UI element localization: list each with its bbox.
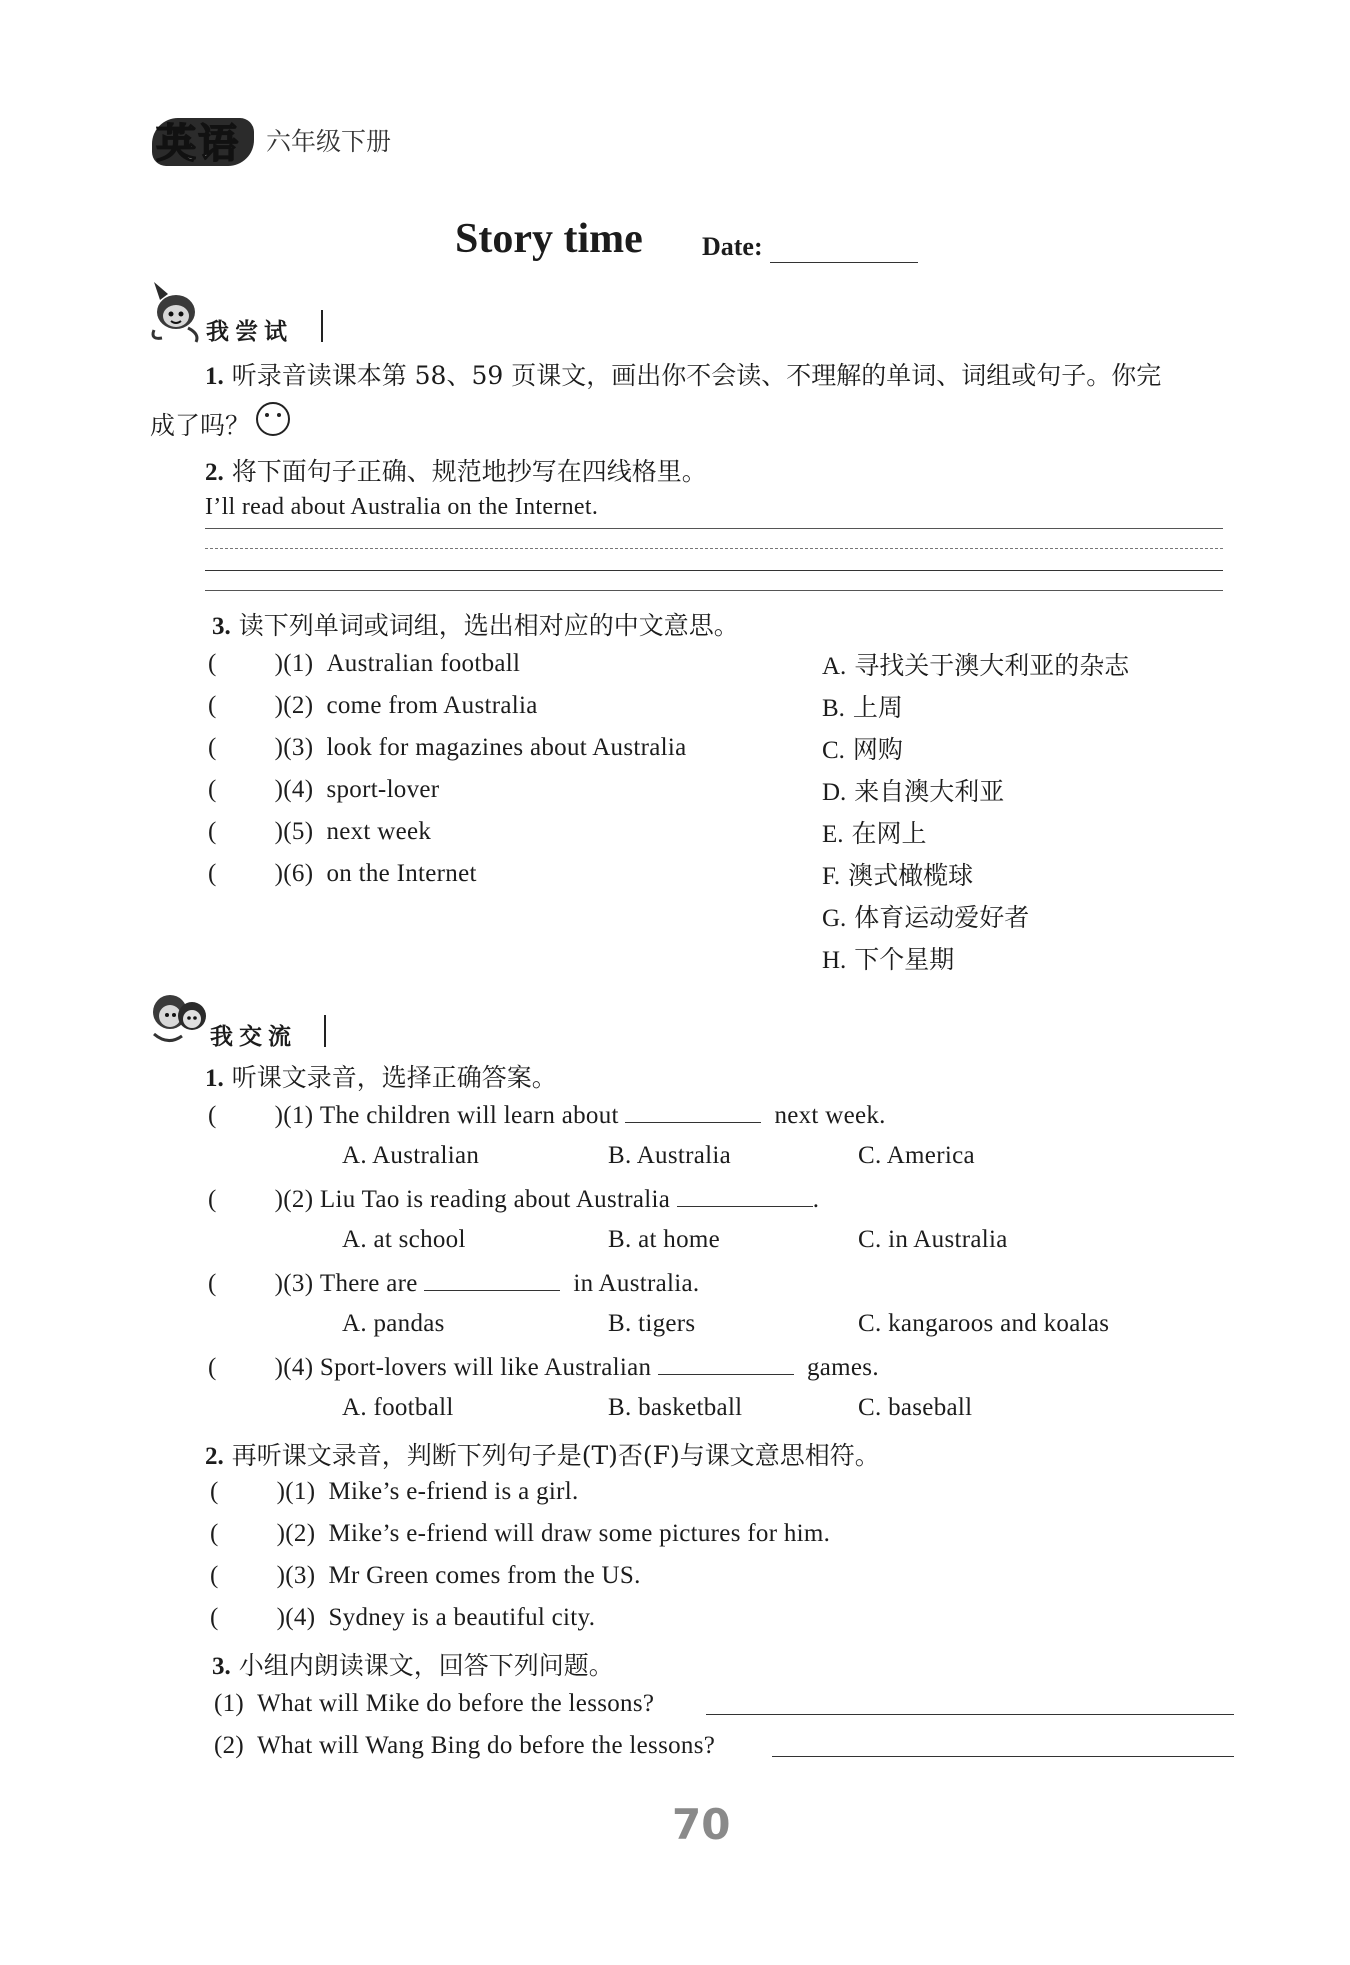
- date-blank: [770, 262, 918, 263]
- mc-option[interactable]: C. kangaroos and koalas: [858, 1310, 1110, 1337]
- open-question: (2) What will Wang Bing do before the lessons?: [214, 1732, 716, 1759]
- tf-item[interactable]: ( )(4) Sydney is a beautiful city.: [210, 1604, 596, 1631]
- copy-sentence: I’ll read about Australia on the Internet.: [205, 494, 599, 520]
- answer-line[interactable]: [706, 1714, 1234, 1715]
- option-item: G. 体育运动爱好者: [822, 903, 1030, 932]
- page-title: Story time: [455, 216, 643, 262]
- mc-option[interactable]: C. baseball: [858, 1394, 973, 1421]
- question-text: 听录音读课本第 58、59 页课文，画出你不会读、不理解的单词、词组或句子。你完: [231, 361, 1162, 390]
- section-divider: [321, 310, 323, 342]
- try-section-header: [148, 278, 338, 348]
- open-question: (1) What will Mike do before the lessons?: [214, 1690, 655, 1717]
- writing-grid[interactable]: [205, 528, 1223, 594]
- question-number: 1: [205, 363, 218, 390]
- option-item: A. 寻找关于澳大利亚的杂志: [822, 651, 1130, 680]
- matching-item[interactable]: ( )(3) look for magazines about Australia: [208, 734, 687, 761]
- matching-item[interactable]: ( )(4) sport-lover: [208, 776, 440, 803]
- try-q2: 2. 将下面句子正确、规范地抄写在四线格里。: [205, 457, 707, 486]
- talk-q3: 3. 小组内朗读课文，回答下列问题。: [212, 1651, 614, 1680]
- date-label: Date:: [702, 232, 763, 261]
- question-number: 2: [205, 1443, 218, 1470]
- mc-option[interactable]: B. at home: [608, 1226, 721, 1253]
- tf-item[interactable]: ( )(1) Mike’s e-friend is a girl.: [210, 1478, 579, 1505]
- header: [148, 108, 408, 168]
- answer-line[interactable]: [772, 1756, 1234, 1757]
- mc-question[interactable]: ( )(1) The children will learn about next week.: [208, 1102, 886, 1129]
- talk-q2: 2. 再听课文录音，判断下列句子是(T)否(F)与课文意思相符。: [205, 1441, 880, 1470]
- tf-item[interactable]: ( )(3) Mr Green comes from the US.: [210, 1562, 641, 1589]
- option-item: B. 上周: [822, 693, 903, 722]
- answer-blank[interactable]: [677, 1184, 813, 1207]
- question-number: 2: [205, 459, 218, 486]
- mc-question[interactable]: ( )(3) There are in Australia.: [208, 1270, 700, 1297]
- children-mascot-icon: [148, 986, 210, 1046]
- mascot-icon: [148, 278, 206, 344]
- question-text: 成了吗？: [150, 411, 251, 440]
- option-item: F. 澳式橄榄球: [822, 861, 974, 890]
- section-divider: [324, 1015, 326, 1047]
- mc-option[interactable]: A. pandas: [342, 1310, 445, 1337]
- question-number: 3: [212, 613, 225, 640]
- mc-option[interactable]: A. at school: [342, 1226, 466, 1253]
- mc-option[interactable]: B. basketball: [608, 1394, 743, 1421]
- try-section-label: 我尝试: [206, 319, 293, 345]
- question-text: 听课文录音，选择正确答案。: [231, 1063, 557, 1092]
- talk-q1: 1. 听课文录音，选择正确答案。: [205, 1063, 557, 1092]
- question-text: 读下列单词或词组，选出相对应的中文意思。: [238, 611, 739, 640]
- mc-question[interactable]: ( )(2) Liu Tao is reading about Australia .: [208, 1186, 820, 1213]
- question-number: 3: [212, 1653, 225, 1680]
- try-q3: 3. 读下列单词或词组，选出相对应的中文意思。: [212, 611, 739, 640]
- try-q1: 1. 听录音读课本第 58、59 页课文，画出你不会读、不理解的单词、词组或句子。你完: [205, 361, 1162, 390]
- mc-question[interactable]: ( )(4) Sport-lovers will like Australian games.: [208, 1354, 879, 1381]
- mc-option[interactable]: B. Australia: [608, 1142, 732, 1169]
- page-number: 70: [672, 1800, 731, 1849]
- matching-item[interactable]: ( )(5) next week: [208, 818, 432, 845]
- option-item: D. 来自澳大利亚: [822, 777, 1005, 806]
- question-text: 小组内朗读课文，回答下列问题。: [238, 1651, 614, 1680]
- option-item: E. 在网上: [822, 819, 927, 848]
- try-q1-line2: [150, 406, 250, 442]
- answer-blank[interactable]: [424, 1268, 560, 1291]
- matching-item[interactable]: ( )(1) Australian football: [208, 650, 521, 677]
- matching-item[interactable]: ( )(6) on the Internet: [208, 860, 477, 887]
- mc-option[interactable]: A. Australian: [342, 1142, 480, 1169]
- tf-item[interactable]: ( )(2) Mike’s e-friend will draw some pictures for him.: [210, 1520, 831, 1547]
- header-grade: 六年级下册: [266, 127, 392, 156]
- talk-section-header: [148, 982, 338, 1052]
- mc-option[interactable]: C. America: [858, 1142, 975, 1169]
- answer-blank[interactable]: [625, 1100, 761, 1123]
- smiley-icon: [254, 400, 292, 438]
- option-item: C. 网购: [822, 735, 903, 764]
- question-text: 将下面句子正确、规范地抄写在四线格里。: [231, 457, 707, 486]
- option-item: H. 下个星期: [822, 945, 955, 974]
- header-subject: 英语: [156, 121, 240, 167]
- question-number: 1: [205, 1065, 218, 1092]
- matching-item[interactable]: ( )(2) come from Australia: [208, 692, 538, 719]
- answer-blank[interactable]: [658, 1352, 794, 1375]
- mc-option[interactable]: A. football: [342, 1394, 454, 1421]
- mc-option[interactable]: B. tigers: [608, 1310, 696, 1337]
- question-text: 再听课文录音，判断下列句子是(T)否(F)与课文意思相符。: [231, 1441, 880, 1470]
- talk-section-label: 我交流: [210, 1024, 297, 1050]
- mc-option[interactable]: C. in Australia: [858, 1226, 1008, 1253]
